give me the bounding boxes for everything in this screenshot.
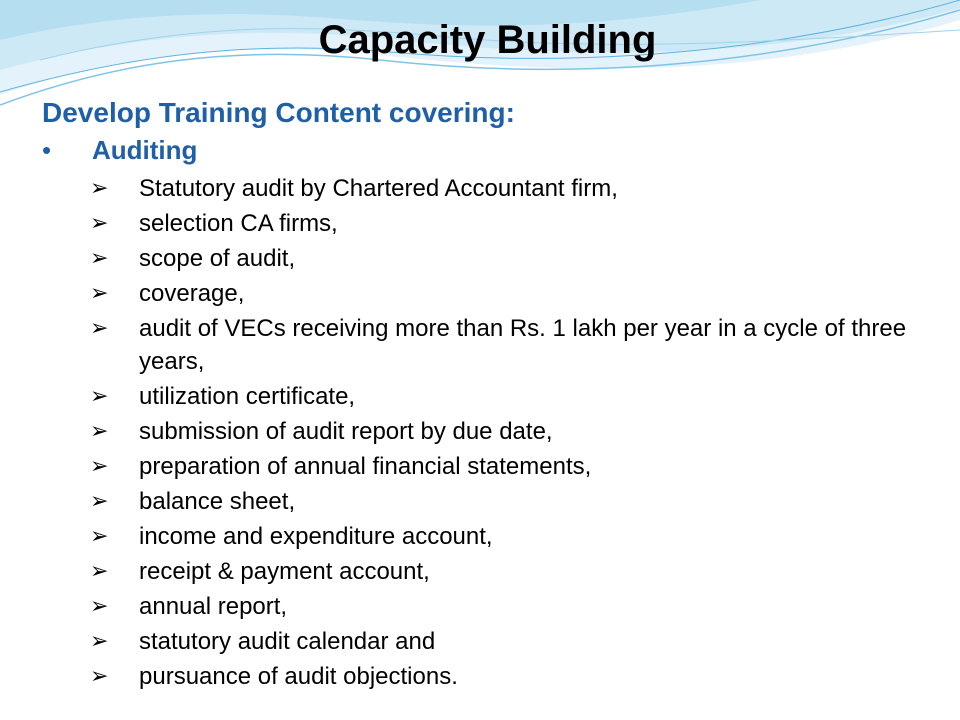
list-item [90,625,910,658]
list-item [90,415,910,448]
bullet-marker: • [42,135,52,165]
bullet-auditing [42,135,197,166]
arrow-bullet-icon: ➢ [90,316,109,341]
list-item [90,207,910,240]
arrow-bullet-icon: ➢ [90,489,109,514]
list-item [90,312,910,378]
list-item-text: statutory audit calendar and [139,628,436,655]
list-item-text: balance sheet, [139,488,296,515]
list-item [90,520,910,553]
list-item-text: pursuance of audit objections. [139,663,458,690]
arrow-bullet-icon: ➢ [90,281,109,306]
list-item [90,277,910,310]
arrow-bullet-icon: ➢ [90,246,109,271]
list-item-text: submission of audit report by due date, [139,418,553,445]
list-item [90,450,910,483]
list-item [90,660,910,693]
list-item [90,555,910,588]
list-item-text: income and expenditure account, [139,523,493,550]
arrow-bullet-icon: ➢ [90,559,109,584]
list-item [90,590,910,623]
slide-title: Capacity Building [318,18,657,62]
list-item [90,485,910,518]
arrow-bullet-icon: ➢ [90,629,109,654]
audit-topics-list [90,172,910,695]
arrow-bullet-icon: ➢ [90,594,109,619]
arrow-bullet-icon: ➢ [90,524,109,549]
list-item-text: audit of VECs receiving more than Rs. 1 lakh per year in a cycle of three years, [139,315,907,375]
arrow-bullet-icon: ➢ [90,419,109,444]
arrow-bullet-icon: ➢ [90,454,109,479]
list-item-text: receipt & payment account, [139,558,430,585]
list-item [90,172,910,205]
arrow-bullet-icon: ➢ [90,211,109,236]
list-item-text: scope of audit, [139,245,296,272]
list-item-text: utilization certificate, [139,383,356,410]
list-item-text: annual report, [139,593,288,620]
arrow-bullet-icon: ➢ [90,664,109,689]
list-item [90,242,910,275]
section-heading: Develop Training Content covering: [42,97,515,128]
bullet-label: Auditing [92,135,198,165]
list-item-text: coverage, [139,280,245,307]
arrow-bullet-icon: ➢ [90,384,109,409]
arrow-bullet-icon: ➢ [90,176,109,201]
list-item [90,380,910,413]
list-item-text: Statutory audit by Chartered Accountant firm, [139,175,618,202]
list-item-text: preparation of annual financial statements, [139,453,592,480]
list-item-text: selection CA firms, [139,210,338,237]
